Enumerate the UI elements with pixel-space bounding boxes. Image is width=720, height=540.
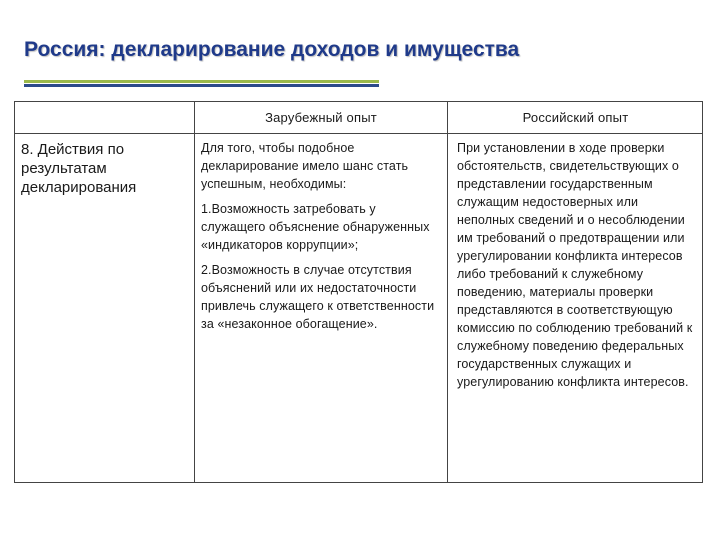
foreign-paragraph-point-1: 1.Возможность затребовать у служащего объяснение обнаруженных «индикаторов коррупции»; [201,202,430,252]
russian-paragraph: При установлении в ходе проверки обстоятельств, свидетельствующих о представлении государственным служащим недостоверных или неполных сведений и о несоблюдении им требований о предотвращении или урегулировании конфликта интересов либо требований к служебному поведению, материалы проверки представляются в соответствующую комиссию по соблюдению требований к служебному поведению федеральных государственных служащих и урегулированию конфликта интересов. [457,141,693,389]
title-underline-blue [24,84,379,87]
column-divider-2 [447,102,448,482]
column-divider-1 [194,102,195,482]
header-divider [15,133,702,134]
title-underline-green [24,80,379,83]
header-foreign-experience: Зарубежный опыт [265,110,377,125]
header-empty-cell [15,102,194,133]
comparison-table [14,101,703,483]
slide-title: Россия: декларирование доходов и имущества [24,38,520,61]
foreign-paragraph-point-2: 2.Возможность в случае отсутствия объяснений или их недостаточности привлечь служащего к ответственности за «незаконное обогащение». [201,263,435,331]
header-russian-experience: Российский опыт [522,110,629,125]
row-label: 8. Действия по результатам декларирования [21,141,137,196]
foreign-experience-cell [201,139,441,340]
russian-experience-cell [457,139,697,398]
foreign-paragraph-intro: Для того, чтобы подобное декларирование имело шанс стать успешным, необходимы: [201,141,409,191]
title-underline [24,80,379,87]
